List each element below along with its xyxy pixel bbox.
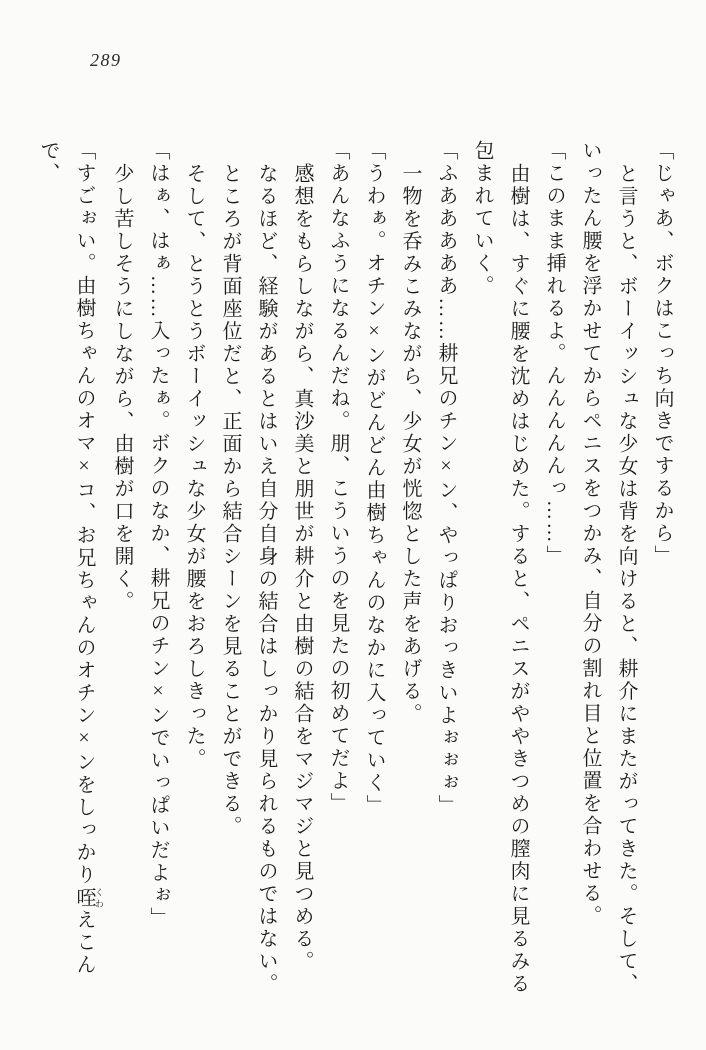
text-line-2: と言うと、ボーイッシュな少女は背を向けると、耕介にまたがってきた。そして、: [615, 163, 637, 996]
text-block: [30, 140, 680, 1008]
text-line-7: 「ふあああああ……耕兄のチン×ン、やっぱりおっきいよぉぉぉ」: [435, 140, 457, 817]
text-line-10: 「あんなふうになるんだね。朋、こういうのを見たの初めてだよ」: [327, 140, 349, 815]
page-number: 289: [90, 50, 122, 70]
text-line-4: 「このまま挿れるよ。んんんんんっ……」: [543, 140, 565, 568]
text-line-12: なるほど、経験があるとはいえ自分自身の結合はしっかり見られるものではない。: [255, 163, 277, 996]
text-line-9: 「うわぁ。オチン×ンがどんどん由樹ちゃんのなかに入っていく」: [363, 140, 385, 817]
text-line-11: 感想をもらしながら、真沙美と朋世が耕介と由樹の結合をマジマジと見つめる。: [291, 163, 313, 973]
text-line-8: 一物を呑みこみながら、少女が恍惚とした声をあげる。: [399, 163, 421, 726]
text-line-16: 少し苦しそうにしながら、由樹が口を開く。: [111, 163, 133, 613]
text-line-1: 「じゃあ、ボクはこっち向きでするから」: [651, 140, 673, 568]
text-line-14: そして、とうとうボーイッシュな少女が腰をおろしきった。: [183, 163, 205, 771]
text-line-3: いったん腰を浮かせてからペニスをつかみ、自分の割れ目と位置を合わせる。: [579, 140, 601, 928]
text-line-15: 「はぁ、はぁ……入ったぁ。ボクのなか、耕兄のチン×ンでいっぱいだよぉ」: [147, 140, 169, 930]
text-line-5: 由樹は、すぐに腰を沈めはじめた。すると、ペニスがややきつめの膣肉に見るみる: [507, 163, 529, 996]
furigana-ruby: 咥 くわ: [73, 886, 104, 909]
text-line-17: 「すごぉい。由樹ちゃんのオマ×コ、お兄ちゃんのオチン×ンをしっかり咥 くわえこんで、: [37, 140, 104, 977]
text-line-6: 包まれていく。: [471, 140, 493, 298]
text-line-13: ところが背面座位だと、正面から結合シーンを見ることができる。: [219, 163, 241, 838]
